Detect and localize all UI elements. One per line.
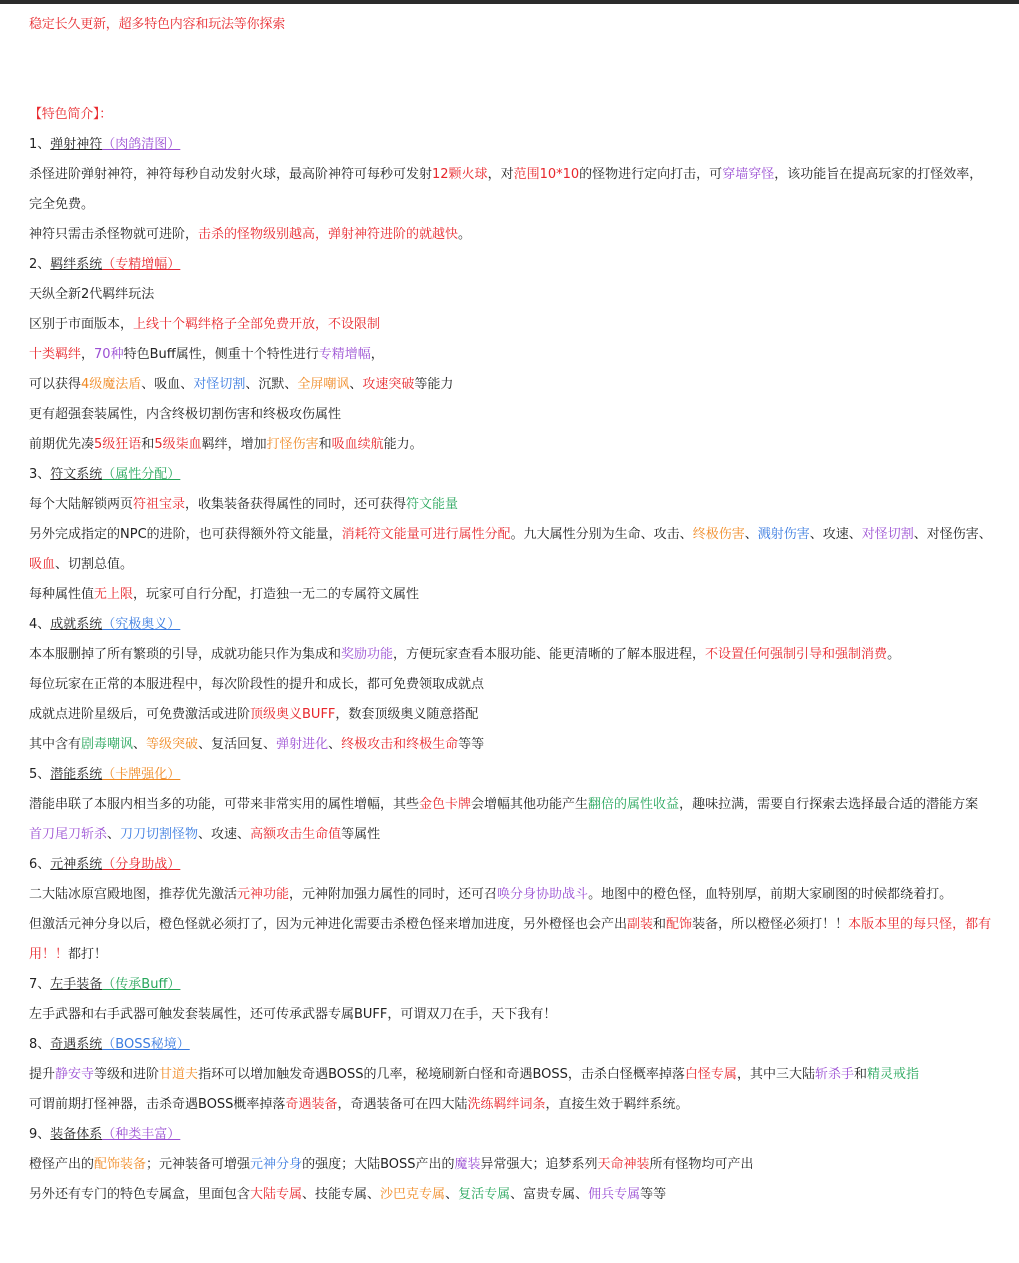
highlight-text: 元神功能 [237, 887, 290, 902]
text-segment: 4、 [29, 617, 51, 632]
highlight-text: 符祖宝录 [133, 497, 186, 512]
underlined-label: （卡牌强化） [102, 767, 181, 782]
highlight-text: 弹射进化 [276, 737, 329, 752]
text-line [29, 280, 995, 310]
text-segment: 另外还有专门的特色专属盒，里面包含 [29, 1187, 251, 1202]
underlined-label: （种类丰富） [102, 1127, 181, 1142]
text-segment: 、对怪伤害、 [913, 527, 992, 542]
text-segment: 特色Buff属性，侧重十个特性进行 [123, 347, 319, 362]
text-line [29, 970, 995, 1000]
text-line [29, 460, 995, 490]
text-line [29, 670, 995, 700]
text-segment: 。九大属性分别为生命、攻击、 [510, 527, 693, 542]
highlight-text: 消耗符文能量可进行属性分配 [341, 527, 511, 542]
text-line [29, 880, 995, 910]
text-line [29, 340, 995, 370]
text-segment: 橙怪产出的 [29, 1157, 95, 1172]
highlight-text: 天命神装 [597, 1157, 650, 1172]
highlight-text: 配饰装备 [94, 1157, 147, 1172]
text-segment: 、富贵专属、 [510, 1187, 589, 1202]
text-segment: 神符只需击杀怪物就可进阶， [29, 227, 199, 242]
underlined-label: （肉鸽清图） [102, 137, 181, 152]
text-segment: ，元神附加强力属性的同时，还可召 [289, 887, 498, 902]
text-segment: 杀怪进阶弹射神符，神符每秒自动发射火球，最高阶神符可每秒可发射 [29, 167, 433, 182]
highlight-text: 无上限 [94, 587, 134, 602]
text-segment: 天纵全新2代羁绊玩法 [29, 287, 155, 302]
text-segment: 和 [853, 1067, 867, 1082]
text-segment: 羁绊，增加 [201, 437, 267, 452]
highlight-text: 5级柒血 [154, 437, 202, 452]
highlight-text: 佣兵专属 [588, 1187, 641, 1202]
text-segment: 、 [107, 827, 121, 842]
text-segment: 可以获得 [29, 377, 82, 392]
highlight-text: 等级突破 [146, 737, 199, 752]
text-segment: 和 [653, 917, 667, 932]
text-segment: 6、 [29, 857, 51, 872]
text-line [29, 130, 995, 160]
highlight-text: 70种 [94, 347, 124, 362]
highlight-text: 终极攻击和终极生命 [341, 737, 459, 752]
highlight-text: 对怪切割 [861, 527, 914, 542]
highlight-text: 副装 [627, 917, 654, 932]
text-segment: 2、 [29, 257, 51, 272]
text-segment: 每个大陆解锁两页 [29, 497, 134, 512]
text-line [29, 370, 995, 400]
text-segment: 、 [445, 1187, 459, 1202]
text-segment: 每位玩家在正常的本服进程中，每次阶段性的提升和成长，都可免费领取成就点 [29, 677, 485, 692]
highlight-text: 12颗火球 [432, 167, 488, 182]
text-line [29, 220, 995, 250]
text-segment: 1、 [29, 137, 51, 152]
underlined-label: 潜能系统 [50, 767, 103, 782]
text-segment: 提升 [29, 1067, 56, 1082]
underlined-label: 羁绊系统 [50, 257, 103, 272]
intro-text: 稳定长久更新，超多特色内容和玩法等你探索 [29, 17, 286, 32]
underlined-label: （传承Buff） [102, 977, 181, 992]
highlight-text: 对怪切割 [193, 377, 246, 392]
text-segment: 但激活元神分身以后，橙色怪就必须打了，因为元神进化需要击杀橙色怪来增加进度，另外橙怪也会产出 [29, 917, 628, 932]
text-line [29, 730, 995, 760]
highlight-text: 本版本里的每只怪，都有用！！ [29, 917, 992, 962]
text-segment: 能力。 [383, 437, 423, 452]
highlight-text: 全屏嘲讽 [297, 377, 350, 392]
text-segment: 5、 [29, 767, 51, 782]
text-segment: ， [81, 347, 95, 362]
underlined-label: 装备体系 [50, 1127, 103, 1142]
blank-space [29, 40, 995, 100]
highlight-text: 奖励功能 [341, 647, 394, 662]
highlight-text: 击杀的怪物级别越高，弹射神符进阶的就越快 [198, 227, 459, 242]
highlight-text: 大陆专属 [250, 1187, 303, 1202]
text-segment: 和 [318, 437, 332, 452]
text-line [29, 520, 995, 580]
highlight-text: 吸血续航 [331, 437, 384, 452]
feature-list [29, 130, 995, 1210]
highlight-text: 翻倍的属性收益 [588, 797, 680, 812]
text-line [29, 490, 995, 520]
highlight-text: 沙巴克专属 [380, 1187, 446, 1202]
underlined-label: 弹射神符 [50, 137, 103, 152]
text-line [29, 250, 995, 280]
underlined-label: 左手装备 [50, 977, 103, 992]
text-segment: 更有超强套装属性，内含终极切割伤害和终极攻伤属性 [29, 407, 342, 422]
text-segment: 等等 [458, 737, 485, 752]
underlined-label: 奇遇系统 [50, 1037, 103, 1052]
text-segment: 和 [141, 437, 155, 452]
highlight-text: 剧毒嘲讽 [81, 737, 134, 752]
highlight-text: 奇遇装备 [285, 1097, 338, 1112]
text-segment: 等等 [640, 1187, 667, 1202]
text-segment: 9、 [29, 1127, 51, 1142]
highlight-text: 顶级奥义BUFF [250, 707, 336, 722]
highlight-text: 高额攻击生命值 [250, 827, 342, 842]
text-segment: 潜能串联了本服内相当多的功能，可带来非常实用的属性增幅，其些 [29, 797, 420, 812]
text-segment: 二大陆冰原宫殿地图，推荐优先激活 [29, 887, 238, 902]
text-segment: ，对 [487, 167, 514, 182]
features-heading: 【特色简介】： [29, 107, 113, 122]
text-line [29, 1180, 995, 1210]
highlight-text: 4级魔法盾 [81, 377, 142, 392]
text-segment: ，该功能旨在提高玩家的打怪效率，完全免费。 [29, 167, 983, 212]
text-segment: ，方便玩家查看本服功能、能更清晰的了解本服进程， [393, 647, 706, 662]
highlight-text: 吸血 [29, 557, 56, 572]
text-segment: 。 [458, 227, 472, 242]
highlight-text: 终极伤害 [692, 527, 745, 542]
article-content [29, 10, 995, 1210]
text-segment: 的强度；大陆BOSS产出的 [302, 1157, 455, 1172]
highlight-text: 首刀尾刀斩杀 [29, 827, 108, 842]
highlight-text: 精灵戒指 [866, 1067, 919, 1082]
text-segment: 、切割总值。 [55, 557, 134, 572]
highlight-text: 穿墙穿怪 [722, 167, 775, 182]
text-line [29, 1030, 995, 1060]
highlight-text: 刀刀切割怪物 [120, 827, 199, 842]
text-segment: ，数套顶级奥义随意搭配 [335, 707, 479, 722]
text-line [29, 610, 995, 640]
text-segment: 等属性 [341, 827, 381, 842]
highlight-text: 洗练羁绊词条 [467, 1097, 546, 1112]
highlight-text: 范围10*10 [513, 167, 580, 182]
text-segment: 8、 [29, 1037, 51, 1052]
highlight-text: 上线十个羁绊格子全部免费开放，不设限制 [133, 317, 381, 332]
text-segment: 前期优先凑 [29, 437, 95, 452]
text-segment: 的怪物进行定向打击，可 [579, 167, 723, 182]
text-segment: 都打！ [68, 947, 108, 962]
text-segment: 指环可以增加触发奇遇BOSS的几率，秘境刷新白怪和奇遇BOSS，击杀白怪概率掉落 [198, 1067, 685, 1082]
text-segment: 3、 [29, 467, 51, 482]
text-segment: 。 [887, 647, 901, 662]
text-segment: 。地图中的橙色怪，血特别厚，前期大家刷图的时候都绕着打。 [588, 887, 953, 902]
text-segment: 、沉默、 [245, 377, 298, 392]
text-segment: 、攻速、 [198, 827, 251, 842]
text-line [29, 1120, 995, 1150]
text-segment: 等级和进阶 [94, 1067, 160, 1082]
text-segment: 所有怪物均可产出 [649, 1157, 754, 1172]
underlined-label: （属性分配） [102, 467, 181, 482]
highlight-text: 不设置任何强制引导和强制消费 [705, 647, 888, 662]
highlight-text: 打怪伤害 [266, 437, 319, 452]
text-segment: 可谓前期打怪神器，击杀奇遇BOSS概率掉落 [29, 1097, 286, 1112]
text-segment: 、 [133, 737, 147, 752]
text-line [29, 760, 995, 790]
text-segment: ，趣味拉满，需要自行探索去选择最合适的潜能方案 [679, 797, 979, 812]
text-line [29, 580, 995, 610]
highlight-text: 溅射伤害 [757, 527, 810, 542]
text-line [29, 430, 995, 460]
highlight-text: 配饰 [666, 917, 693, 932]
top-border [0, 0, 1019, 4]
text-segment: 、 [349, 377, 363, 392]
text-segment: ，其中三大陆 [736, 1067, 815, 1082]
text-segment: 等能力 [414, 377, 454, 392]
text-segment: 、攻速、 [809, 527, 862, 542]
highlight-text: 甘道夫 [159, 1067, 199, 1082]
highlight-text: 专精增幅 [318, 347, 371, 362]
underlined-label: （专精增幅） [102, 257, 181, 272]
text-segment: ，收集装备获得属性的同时，还可获得 [185, 497, 407, 512]
highlight-text: 斩杀手 [814, 1067, 854, 1082]
underlined-label: （究极奥义） [102, 617, 181, 632]
text-segment: 其中含有 [29, 737, 82, 752]
text-segment: 、复活回复、 [198, 737, 277, 752]
text-segment: 7、 [29, 977, 51, 992]
text-line [29, 850, 995, 880]
underlined-label: 元神系统 [50, 857, 103, 872]
highlight-text: 复活专属 [458, 1187, 511, 1202]
text-line [29, 910, 995, 970]
text-line [29, 790, 995, 820]
highlight-text: 静安寺 [55, 1067, 95, 1082]
text-segment: 左手武器和右手武器可触发套装属性，还可传承武器专属BUFF，可谓双刀在手，天下我有！ [29, 1007, 557, 1022]
highlight-text: 白怪专属 [684, 1067, 737, 1082]
highlight-text: 唤分身协助战斗 [497, 887, 589, 902]
text-segment: ， [370, 347, 384, 362]
text-segment: 另外完成指定的NPC的进阶，也可获得额外符文能量， [29, 527, 342, 542]
text-segment: 装备，所以橙怪必须打！！ [692, 917, 849, 932]
underlined-label: 符文系统 [50, 467, 103, 482]
highlight-text: 元神分身 [250, 1157, 303, 1172]
highlight-text: 攻速突破 [362, 377, 415, 392]
text-line [29, 400, 995, 430]
text-segment: 本本服删掉了所有繁琐的引导，成就功能只作为集成和 [29, 647, 342, 662]
text-segment: 区别于市面版本， [29, 317, 134, 332]
text-line [29, 700, 995, 730]
text-segment: ，奇遇装备可在四大陆 [337, 1097, 468, 1112]
highlight-text: 符文能量 [406, 497, 459, 512]
text-segment: ，直接生效于羁绊系统。 [545, 1097, 689, 1112]
underlined-label: （BOSS秘境） [102, 1037, 190, 1052]
text-segment: ，玩家可自行分配，打造独一无二的专属符文属性 [133, 587, 420, 602]
text-segment: 、 [328, 737, 342, 752]
text-line [29, 1000, 995, 1030]
text-line [29, 1150, 995, 1180]
text-line [29, 160, 995, 220]
highlight-text: 十类羁绊 [29, 347, 82, 362]
underlined-label: （分身助战） [102, 857, 181, 872]
underlined-label: 成就系统 [50, 617, 103, 632]
text-segment: 、技能专属、 [302, 1187, 381, 1202]
highlight-text: 金色卡牌 [419, 797, 472, 812]
text-segment: 、吸血、 [141, 377, 194, 392]
text-line [29, 310, 995, 340]
text-line [29, 640, 995, 670]
text-segment: 每种属性值 [29, 587, 95, 602]
highlight-text: 魔装 [454, 1157, 481, 1172]
text-line [29, 1090, 995, 1120]
highlight-text: 5级狂语 [94, 437, 142, 452]
text-segment: 会增幅其他功能产生 [471, 797, 589, 812]
text-line [29, 820, 995, 850]
text-segment: 异常强大；追梦系列 [480, 1157, 598, 1172]
text-segment: ；元神装备可增强 [146, 1157, 251, 1172]
text-segment: 、 [744, 527, 758, 542]
text-segment: 成就点进阶星级后，可免费激活或进阶 [29, 707, 251, 722]
text-line [29, 1060, 995, 1090]
